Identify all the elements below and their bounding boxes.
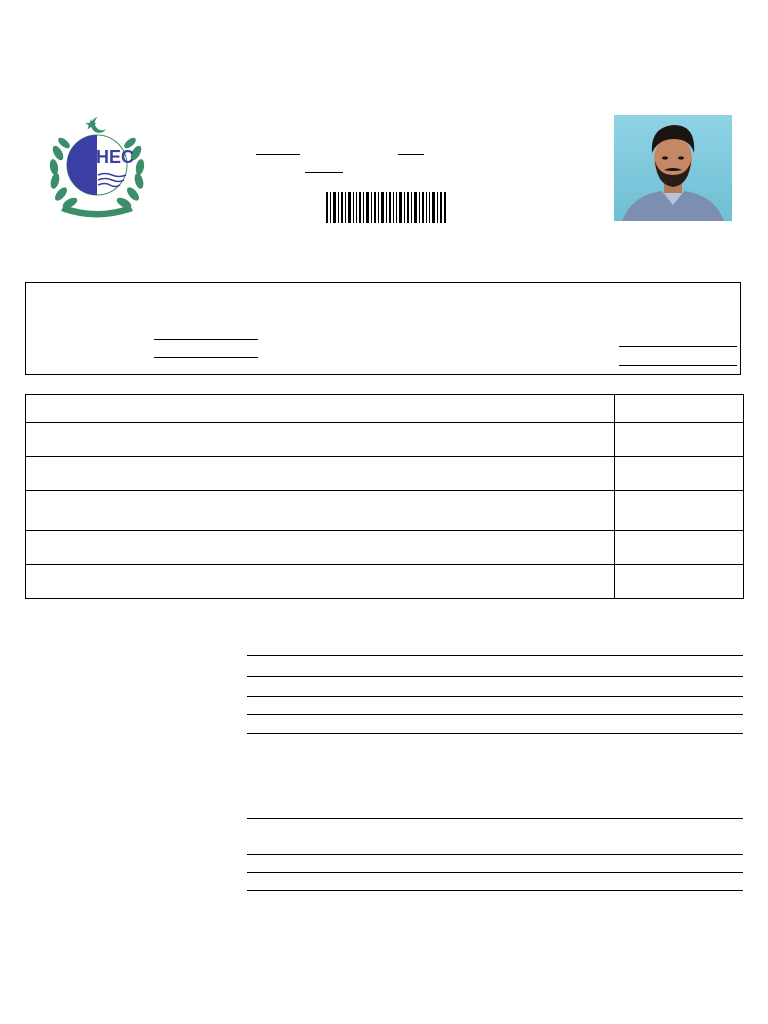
form-line xyxy=(247,872,743,873)
form-line xyxy=(247,714,743,715)
table-cell-value xyxy=(615,491,744,531)
table-row xyxy=(26,491,744,531)
hec-logo-icon xyxy=(46,113,148,223)
info-field-line-4 xyxy=(619,365,737,366)
form-line xyxy=(247,818,743,819)
header-title-line-3 xyxy=(305,172,343,173)
table-row xyxy=(26,457,744,491)
table-cell-value xyxy=(615,423,744,457)
header-title-line-2 xyxy=(398,154,424,155)
table-cell-label xyxy=(26,457,615,491)
table-cell-label xyxy=(26,565,615,599)
requirements-table xyxy=(25,394,744,599)
table-cell-label xyxy=(26,395,615,423)
form-line xyxy=(247,696,743,697)
applicant-info-box xyxy=(25,282,741,375)
table-cell-value xyxy=(615,565,744,599)
table-cell-value xyxy=(615,395,744,423)
applicant-photo xyxy=(614,115,732,221)
table-cell-value xyxy=(615,531,744,565)
info-field-line-1 xyxy=(154,339,258,340)
info-field-line-2 xyxy=(154,357,258,358)
table-row xyxy=(26,565,744,599)
info-field-line-3 xyxy=(619,346,737,347)
form-line xyxy=(247,655,743,656)
barcode-icon xyxy=(326,192,446,223)
table-row xyxy=(26,531,744,565)
table-row xyxy=(26,395,744,423)
form-line xyxy=(247,890,743,891)
hec-logo-text: HEC xyxy=(96,147,135,167)
form-line xyxy=(247,676,743,677)
table-cell-label xyxy=(26,491,615,531)
form-line xyxy=(247,733,743,734)
table-cell-value xyxy=(615,457,744,491)
table-cell-label xyxy=(26,423,615,457)
form-line xyxy=(247,854,743,855)
table-row xyxy=(26,423,744,457)
header-title-line-1 xyxy=(256,154,300,155)
table-cell-label xyxy=(26,531,615,565)
